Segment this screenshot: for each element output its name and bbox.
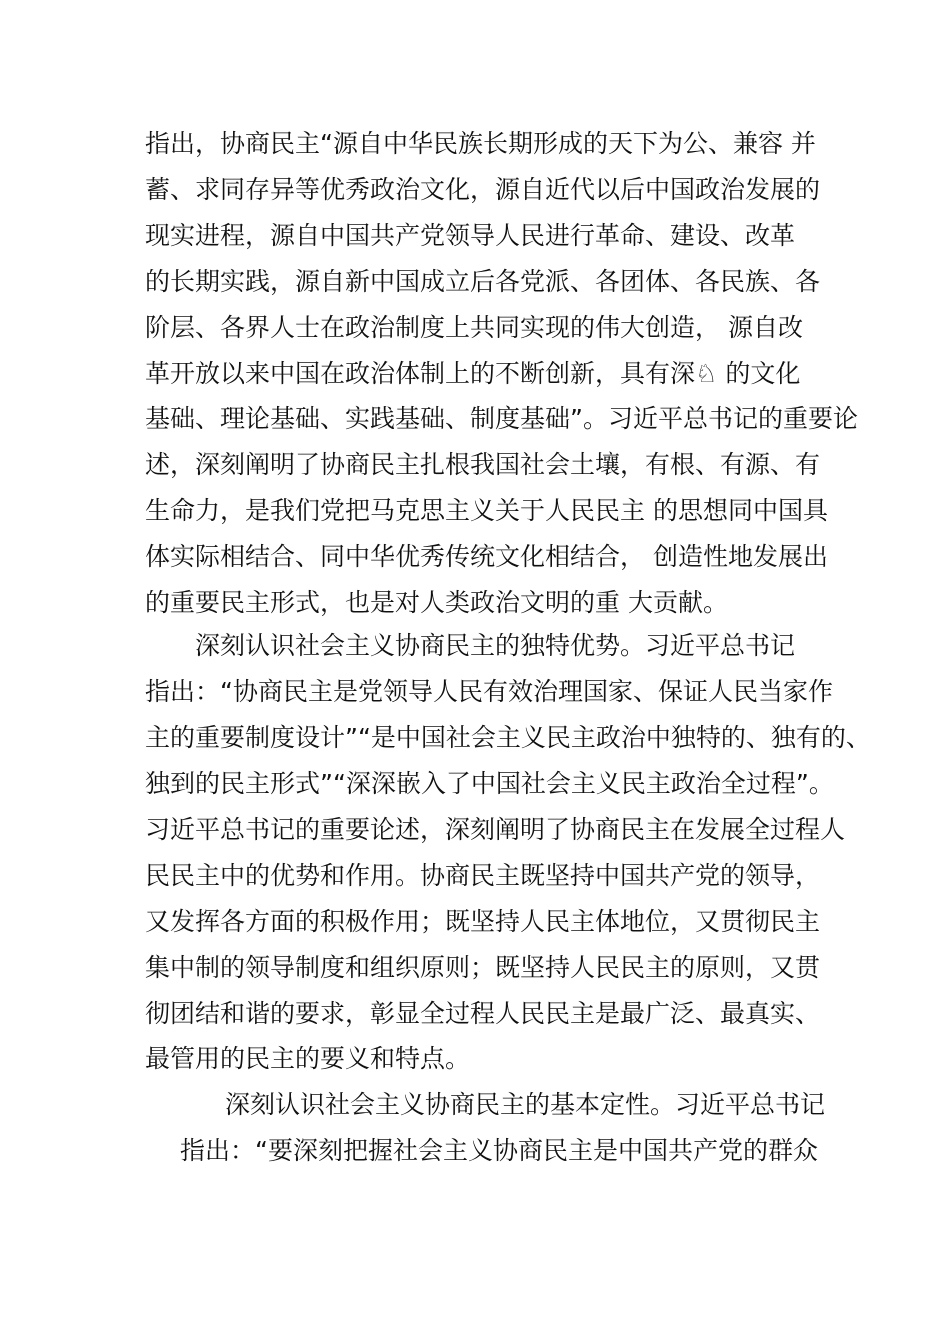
text-line: 民民主中的优势和作用。协商民主既坚持中国共产党的领导， <box>145 861 821 890</box>
text-line: 最管用的民主的要义和特点。 <box>145 1044 471 1073</box>
text-line: 阶层、各界人士在政治制度上共同实现的伟大创造， 源自改 <box>145 313 803 342</box>
paragraph-first-line: 深刻认识社会主义协商民主的基本定性。习近平总书记 <box>225 1090 826 1119</box>
text-line: 生命力，是我们党把马克思主义关于人民民主 的思想同中国具 <box>145 496 828 525</box>
text-line: 又发挥各方面的积极作用；既坚持人民主体地位，又贯彻民主 <box>145 907 821 936</box>
paragraph-first-line: 深刻认识社会主义协商民主的独特优势。习近平总书记 <box>195 631 796 660</box>
text-line: 体实际相结合、同中华优秀传统文化相结合， 创造性地发展出 <box>145 542 828 571</box>
text-line: 彻团结和谐的要求，彰显全过程人民民主是最广泛、最真实、 <box>145 999 821 1028</box>
text-line: 蓄、求同存异等优秀政治文化，源自近代以后中国政治发展的 <box>145 175 821 204</box>
text-line: 主的重要制度设计”“是中国社会主义民主政治中独特的、独有的、 <box>145 723 871 752</box>
text-line: 基础、理论基础、实践基础、制度基础”。习近平总书记的重要论 <box>145 404 858 433</box>
text-line: 革开放以来中国在政治体制上的不断创新，具有深♘ 的文化 <box>145 359 801 388</box>
text-line: 指出：“要深刻把握社会主义协商民主是中国共产党的群众 <box>180 1136 818 1165</box>
text-line: 指出，协商民主“源自中华民族长期形成的天下为公、兼容 并 <box>145 129 816 158</box>
text-line: 集中制的领导制度和组织原则；既坚持人民民主的原则，又贯 <box>145 953 821 982</box>
text-line: 的重要民主形式，也是对人类政治文明的重 大贡献。 <box>145 588 728 617</box>
text-line: 独到的民主形式”“深深嵌入了中国社会主义民主政治全过程”。 <box>145 769 834 798</box>
text-line: 习近平总书记的重要论述，深刻阐明了协商民主在发展全过程人 <box>145 815 846 844</box>
text-line: 现实进程，源自中国共产党领导人民进行革命、建设、改革 <box>145 221 796 250</box>
text-line: 指出：“协商民主是党领导人民有效治理国家、保证人民当家作 <box>145 677 833 706</box>
text-line: 述，深刻阐明了协商民主扎根我国社会土壤，有根、有源、有 <box>145 450 821 479</box>
text-line: 的长期实践，源自新中国成立后各党派、各团体、各民族、各 <box>145 267 821 296</box>
